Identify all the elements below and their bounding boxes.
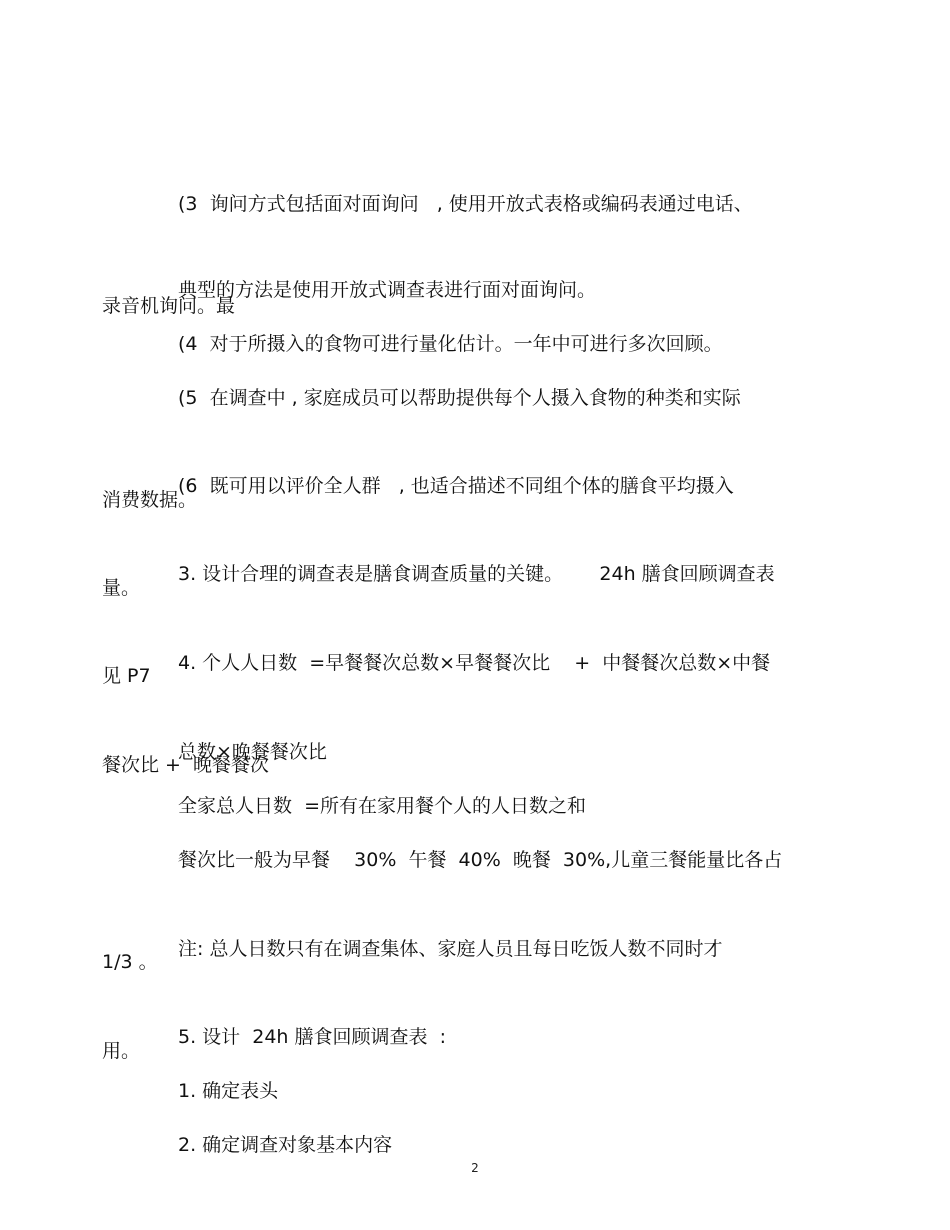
text-line: 注: 总人日数只有在调查集体、家庭人员且每日吃饭人数不同时才 bbox=[178, 938, 723, 960]
text-line: 2. 确定调查对象基本内容 bbox=[178, 1134, 393, 1156]
text-line: 1/3 。 bbox=[102, 951, 158, 973]
paragraph-step-subject bbox=[140, 1060, 800, 1230]
page-number: 2 bbox=[471, 1161, 479, 1175]
text-line: 5. 设计 24h 膳食回顾调查表 : bbox=[178, 1026, 446, 1048]
text-line: 1. 确定表头 bbox=[178, 1080, 279, 1102]
text-line: (3 询问方式包括面对面询问 , 使用开放式表格或编码表通过电话、 bbox=[178, 193, 753, 215]
text-line: 餐次比 + 晚餐餐次 bbox=[102, 754, 270, 776]
text-line: 4. 个人人日数 =早餐餐次总数×早餐餐次比 + 中餐餐次总数×中餐 bbox=[178, 652, 771, 674]
text-line: 见 P7 bbox=[102, 665, 151, 687]
text-line: 消费数据。 bbox=[102, 489, 198, 511]
text-line: (4 对于所摄入的食物可进行量化估计。一年中可进行多次回顾。 bbox=[178, 333, 723, 355]
text-line: 量。 bbox=[102, 577, 141, 599]
text-line: 全家总人日数 =所有在家用餐个人的人日数之和 bbox=[178, 795, 587, 817]
text-line: 3. 设计合理的调查表是膳食调查质量的关键。 24h 膳食回顾调查表 bbox=[178, 563, 775, 585]
text-line: (6 既可用以评价全人群 , 也适合描述不同组个体的膳食平均摄入 bbox=[178, 475, 734, 497]
text-line: 餐次比一般为早餐 30% 午餐 40% 晚餐 30%,儿童三餐能量比各占 bbox=[178, 849, 783, 871]
text-line: 录音机询问。最 bbox=[102, 295, 236, 317]
text-line: (5 在调查中 , 家庭成员可以帮助提供每个人摄入食物的种类和实际 bbox=[178, 387, 741, 409]
text-line: 用。 bbox=[102, 1040, 141, 1062]
text-line: 典型的方法是使用开放式调查表进行面对面询问。 bbox=[178, 279, 597, 301]
text-line: 总数×晚餐餐次比 bbox=[178, 741, 327, 763]
